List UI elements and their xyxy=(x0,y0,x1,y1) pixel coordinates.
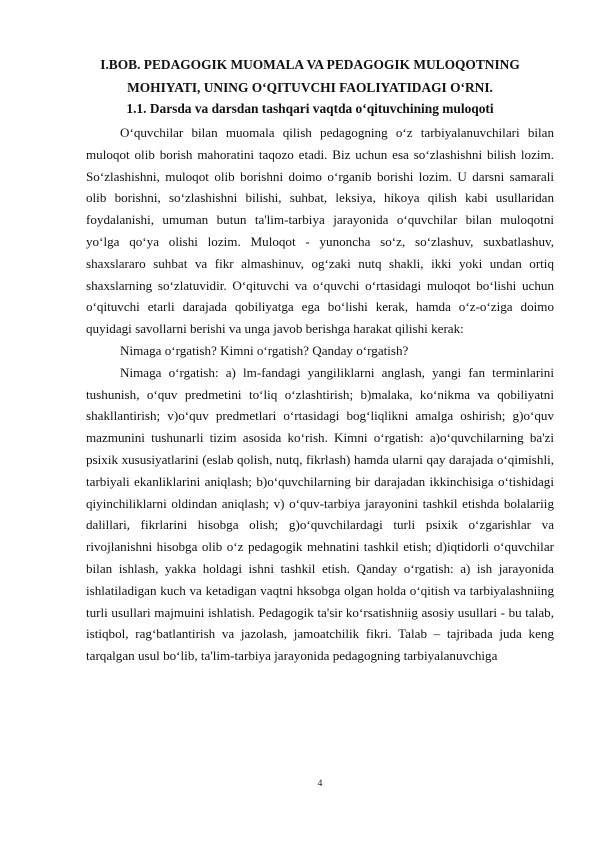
paragraph-intro: O‘quvchilar bilan muomala qilish pedagogning o‘z tarbiyalanuvchilari bilan muloqot olib borish mahoratini taqozo etadi. Biz uchun esa so‘zlashishni bilish lozim. So‘zlashishni, muloqot olib borishni doimo o‘rganib borishi lozim. U darsni samarali olib borishni, so‘zlashishni bilishi, suhbat, leksiya, hikoya qilish kabi usullaridan foydalanishi, umuman butun ta'lim-tarbiya jarayonida o‘quvchilar bilan muloqotni yo‘lga qo‘ya olishi lozim. Muloqot - yunoncha so‘z, so‘zlashuv, suxbatlashuv, shaxslararo suhbat va fikr almashinuv, og‘zaki nutq shakli, ikki yoki undan ortiq shaxslarning so‘zlatuvidir. O‘qituvchi va o‘quvchi o‘rtasidagi muloqot bo‘lishi uchun o‘qituvchi etarli darajada qobiliyatga ega bo‘lishi kerak, hamda o‘z-o‘ziga doimo quyidagi savollarni berishi va unga javob berishga harakat qilishi kerak: xyxy=(86,125,554,337)
paragraph-questions: Nimaga o‘rgatish? Kimni o‘rgatish? Qanday o‘rgatish? xyxy=(120,342,409,358)
section-title: 1.1. Darsda va darsdan tashqari vaqtda o‘qituvchining muloqoti xyxy=(126,101,494,116)
page-number: 4 xyxy=(317,779,323,789)
chapter-heading-line-1: I.BOB. PEDAGOGIK MUOMALA VA PEDAGOGIK MULOQOTNING xyxy=(100,57,520,72)
body-text xyxy=(86,122,554,667)
chapter-heading-line-2: MOHIYATI, UNING O‘QITUVCHI FAOLIYATIDAGI O‘RNI. xyxy=(127,80,493,95)
paragraph-details: Nimaga o‘rgatish: a) lm-fandagi yangiliklarni anglash, yangi fan terminlarini tushunish, o‘quv predmetini to‘liq o‘zlashtirish; b)malaka, ko‘nikma va qobiliyatni shakllantirish; v)o‘quv predmetlari o‘rtasidagi bog‘liqlikni amalga oshirish; g)o‘quv mazmunini tushunarli tizim asosida ko‘rish. Kimni o‘rgatish: a)o‘quvchilarning ba'zi psixik xususiyatlarini (eslab qolish, nutq, fikrlash) hamda ularni qay darajada o‘qimishli, tarbiyali ekanliklarini aniqlash; b)o‘quvchilarning bir darajadan ikkinchisiga o‘tishidagi qiyinchiliklarni oldindan aniqlash; v) o‘quv-tarbiya jarayonini tashkil etishda bolalariig dalillari, fikrlarini hisobga olish; g)o‘quvchilardagi turli psixik o‘zgarishlar va rivojlanishni hisobga olib o‘z pedagogik mehnatini tashkil etish; d)iqtidorli o‘quvchilar bilan ishlash, yakka holdagi ishni tashkil etish. Qanday o‘rgatish: a) ish jarayonida ishlatiladigan kuch va ketadigan vaqtni hksobga olgan holda o‘qitish va tarbiyalashniing turli usullari majmuini ishlatish. Pedagogik ta'sir ko‘rsatishniig asosiy usullari - bu talab, istiqbol, rag‘batlantirish va jazolash, jamoatchilik fikri. Talab – tajribada juda keng tarqalgan usul bo‘lib, ta'lim-tarbiya jarayonida pedagogning tarbiyalanuvchiga xyxy=(86,364,554,664)
